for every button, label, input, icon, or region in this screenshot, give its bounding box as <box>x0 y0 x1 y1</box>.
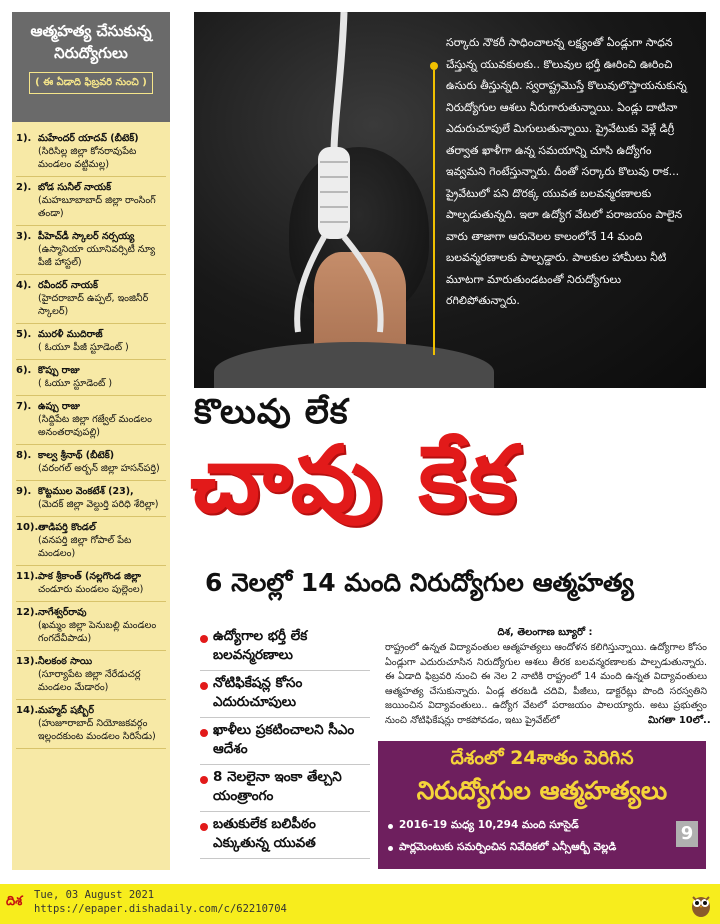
disha-logo: దిశ <box>6 894 23 909</box>
stats-box-line2: నిరుద్యోగుల ఆత్మహత్యలు <box>416 776 668 805</box>
victim-list-item <box>16 602 166 651</box>
victim-place: చండూరు మండలం పుల్లెంల) <box>38 584 144 595</box>
red-dot-icon <box>200 823 208 831</box>
victim-details <box>38 181 166 220</box>
victim-details <box>38 230 166 269</box>
red-dot-icon <box>200 682 208 690</box>
victim-number: 2). <box>16 182 32 193</box>
article-body: రాష్ట్రంలో ఉన్నత విద్యావంతుల ఆత్మహత్యలు ఆందోళన కలిగిస్తున్నాయి. ఉద్యోగాల కోసం ఏండ్లుగా ఎదురుచూసిన నిరుద్యోగుల ఆశలు తీరక బలవన్మరణాలకు పాల్పడుతున్నారు. ఈ ఏడాది ఫిబ్రవరి నుంచి ఈ నెల 2 నాటికి రాష్ట్రంలో 14 మంది ఉన్నత విద్యావంతులు ఆత్మహత్య చేసుకున్నారు. ఏండ్ల తరబడి చదివి, పీజీలు, డాక్టరేట్లు పొంది సరస్వతిని జయించిన విద్యావంతులు.. ఉద్యోగ వేటలో పరాజయం పాలయ్యారు. అటు ప్రభుత్వం నుంచి నోటిఫికేషన్లు రాకపోవడం, ఇటు ప్రైవేట్‌లో <box>385 642 707 726</box>
victim-details <box>38 279 166 318</box>
victim-list-item <box>16 566 166 602</box>
sub-headline: 6 నెలల్లో 14 మంది నిరుద్యోగుల ఆత్మహత్య <box>205 568 634 597</box>
victim-place: ( ఓయూ పీజీ స్టూడెంట్ ) <box>38 342 129 353</box>
victim-details <box>38 328 129 354</box>
victim-list-item <box>16 396 166 445</box>
main-headline: చావు కేక <box>190 426 519 533</box>
victim-details <box>38 606 166 645</box>
victim-place: (వనపర్తి జిల్లా గోపాల్ పేట మండలం) <box>38 535 132 559</box>
sidebar-title: ఆత్మహత్య చేసుకున్న నిరుద్యోగులు <box>30 22 152 62</box>
red-dot-icon <box>200 729 208 737</box>
sidebar-subtitle: ( ఈ ఏడాది ఫిబ్రవరి నుంచి ) <box>29 72 153 94</box>
victim-details <box>38 704 166 743</box>
victim-place: (సిరిసిల్ల జిల్లా కోనరావుపేట మండలం వట్టిమల్ల) <box>38 146 137 170</box>
victim-details <box>38 400 166 439</box>
victim-name: కొట్టముల వెంకటేశ్ (23), <box>38 486 134 497</box>
page-number: 9 <box>676 821 698 847</box>
victim-place: (హుజూరాబాద్ నియోజకవర్గం ఇల్లందకుంట మండలం సిరిసేడు) <box>38 718 156 742</box>
victim-number: 12). <box>16 607 39 618</box>
victim-name: నాగేశ్వర్‌రావు <box>38 607 87 618</box>
victim-place: (సిద్దిపేట జిల్లా గజ్వేల్ మండలం అనంతరావుపల్లి) <box>38 414 152 438</box>
victim-list-item <box>16 324 166 360</box>
victim-number: 3). <box>16 231 32 242</box>
victim-list-item <box>16 128 166 177</box>
victim-list-item <box>16 275 166 324</box>
victim-name: నీలకంఠ సాయి <box>38 656 93 667</box>
victim-number: 7). <box>16 401 32 412</box>
victim-name: రవీందర్ నాయక్ <box>38 280 98 291</box>
victim-list-item <box>16 360 166 396</box>
victim-list-item <box>16 700 166 749</box>
highlight-bullet: ఉద్యోగాల భర్తీ లేక బలవన్మరణాలు <box>200 624 370 671</box>
victim-number: 6). <box>16 365 32 376</box>
victim-name: ఉప్పు రాజు <box>38 401 81 412</box>
victim-number: 1). <box>16 133 32 144</box>
victim-number: 13). <box>16 656 39 667</box>
victim-name: కొప్పు రాజు <box>38 365 80 376</box>
victim-name: పాక శ్రీకాంత్ (నల్లగొండ జిల్లా <box>38 571 142 582</box>
highlight-bullets <box>200 624 370 859</box>
victims-sidebar <box>12 12 170 870</box>
victim-name: మహేందర్ యాదవ్ (బీటెక్) <box>38 133 139 144</box>
victim-place: (వరంగల్ అర్బన్ జిల్లా హసన్‌పర్తి) <box>38 463 160 474</box>
red-dot-icon <box>200 635 208 643</box>
headline-kicker: కొలువు లేక <box>194 392 349 432</box>
victim-details <box>38 364 112 390</box>
victim-details <box>38 449 160 475</box>
victim-list-item <box>16 226 166 275</box>
victim-number: 8). <box>16 450 32 461</box>
article-byline: దిశ, తెలంగాణ బ్యూరో : <box>497 627 593 638</box>
victim-details <box>38 521 166 560</box>
stats-box <box>378 741 706 869</box>
victim-place: (ఉస్మానియా యూనివర్సిటీ న్యూ పీజీ హాస్టల్) <box>38 244 156 268</box>
victim-number: 14). <box>16 705 39 716</box>
victim-list-item <box>16 177 166 226</box>
footer-date: Tue, 03 August 2021 <box>34 889 155 901</box>
highlight-bullet: 8 నెలలైనా ఇంకా తేల్చని యంత్రాంగం <box>200 765 370 812</box>
highlight-bullet: బతుకులేక బలిపీఠం ఎక్కుతున్న యువత <box>200 812 370 859</box>
hero-text: సర్కారు నౌకరీ సాధించాలన్న లక్ష్యంతో ఏండ్లుగా సాధన చేస్తున్న యువకులకు.. కొలువుల భర్తీ ఊరించి ఊరించి ఉసురు తీస్తున్నది. స్వరాష్ట్రమొస్తే కొలువులొస్తాయనుకున్న నిరుద్యోగుల ఆశలు నీరుగారుతున్నాయి. ఏండ్లు దాటినా ఎదురుచూపులే మిగులుతున్నాయి. ప్రైవేటుకు వెళ్లే డిగ్రీ తర్వాత ఖాళీగా ఉన్న సమయాన్ని చూసి ఉద్యోగం ఇవ్వమని గెంటేస్తున్నారు. దీంతో సర్కారు కొలువు రాక... ప్రైవేటులో పని దొరక్క యువత బలవన్మరణాలకు పాల్పడుతున్నది. ఇలా ఉద్యోగ వేటలో పరాజయం పాలైన వారు తాజాగా ఆరునెలల కాలంలోనే 14 మంది బలవన్మరణాలకు పాల్పడ్డారు. పాలకుల హామీలు నీటి మూటగా మారుతుండటంతో నిరుద్యోగులు రగిలిపోతున్నారు. <box>446 36 687 307</box>
continued-label: మిగతా 10లో.. <box>648 715 711 726</box>
stats-bullet: 2016-19 మధ్య 10,294 మంది సూసైడ్ <box>388 819 696 834</box>
footer-meta <box>34 888 287 916</box>
victim-details <box>38 655 166 694</box>
victim-details <box>38 570 143 596</box>
white-dot-icon <box>388 846 393 851</box>
victim-list-item <box>16 445 166 481</box>
highlight-bullet: ఖాళీలు ప్రకటించాలని సీఎం ఆదేశం <box>200 718 370 765</box>
red-dot-icon <box>200 776 208 784</box>
victim-number: 4). <box>16 280 32 291</box>
victim-name: మురళీ ముదిరాజ్ <box>38 329 103 340</box>
victim-place: (ఖమ్మం జిల్లా పెనుబల్లి మండలం గంగదేవీపాడు) <box>38 620 157 644</box>
owl-icon[interactable] <box>690 892 712 918</box>
victim-number: 5). <box>16 329 32 340</box>
victim-place: (సూర్యాపేట జిల్లా నేరేడుచర్ల మండలం మేడారం) <box>38 669 141 693</box>
white-dot-icon <box>388 824 393 829</box>
victim-number: 11). <box>16 571 39 582</box>
victim-place: ( ఓయూ స్టూడెంట్ ) <box>38 378 113 389</box>
victim-place: (మహబూబాబాద్ జిల్లా రాంసింగ్ తండా) <box>38 195 156 219</box>
victim-name: మహ్మద్ షబ్బీర్ <box>38 705 94 716</box>
stats-bullet: పార్లమెంటుకు సమర్పించిన నివేదికలో ఎన్సీఆర్బీ వెల్లడి <box>388 841 696 856</box>
victim-name: కాల్వ శ్రీనాథ్ (బీటెక్) <box>38 450 115 461</box>
highlight-bullet: నోటిఫికేషన్ల కోసం ఎదురుచూపులు <box>200 671 370 718</box>
victim-details <box>38 485 158 511</box>
victim-name: బోడ సునీల్ నాయక్ <box>38 182 112 193</box>
footer-bar <box>0 884 720 924</box>
victims-list <box>12 122 170 749</box>
victim-details <box>38 132 166 171</box>
sidebar-header <box>12 12 170 122</box>
victim-name: పీహెచ్‌డీ స్కాలర్ నర్సయ్య <box>38 231 135 242</box>
victim-name: తాడిపర్తి కొండల్ <box>38 522 96 533</box>
victim-list-item <box>16 517 166 566</box>
victim-number: 9). <box>16 486 32 497</box>
victim-place: (మెదక్ జిల్లా వెల్దుర్తి పరిధి శేరిల్లా) <box>38 499 159 510</box>
stats-box-line1: దేశంలో 24శాతం పెరిగిన <box>450 747 634 769</box>
hero-image <box>194 12 706 388</box>
victim-list-item <box>16 651 166 700</box>
victim-list-item <box>16 481 166 517</box>
footer-url[interactable]: https://epaper.dishadaily.com/c/62210704 <box>34 903 287 915</box>
victim-number: 10). <box>16 522 39 533</box>
victim-place: (హైదరాబాద్ ఉప్పల్, ఇంజినీర్ స్కాలర్) <box>38 293 149 317</box>
